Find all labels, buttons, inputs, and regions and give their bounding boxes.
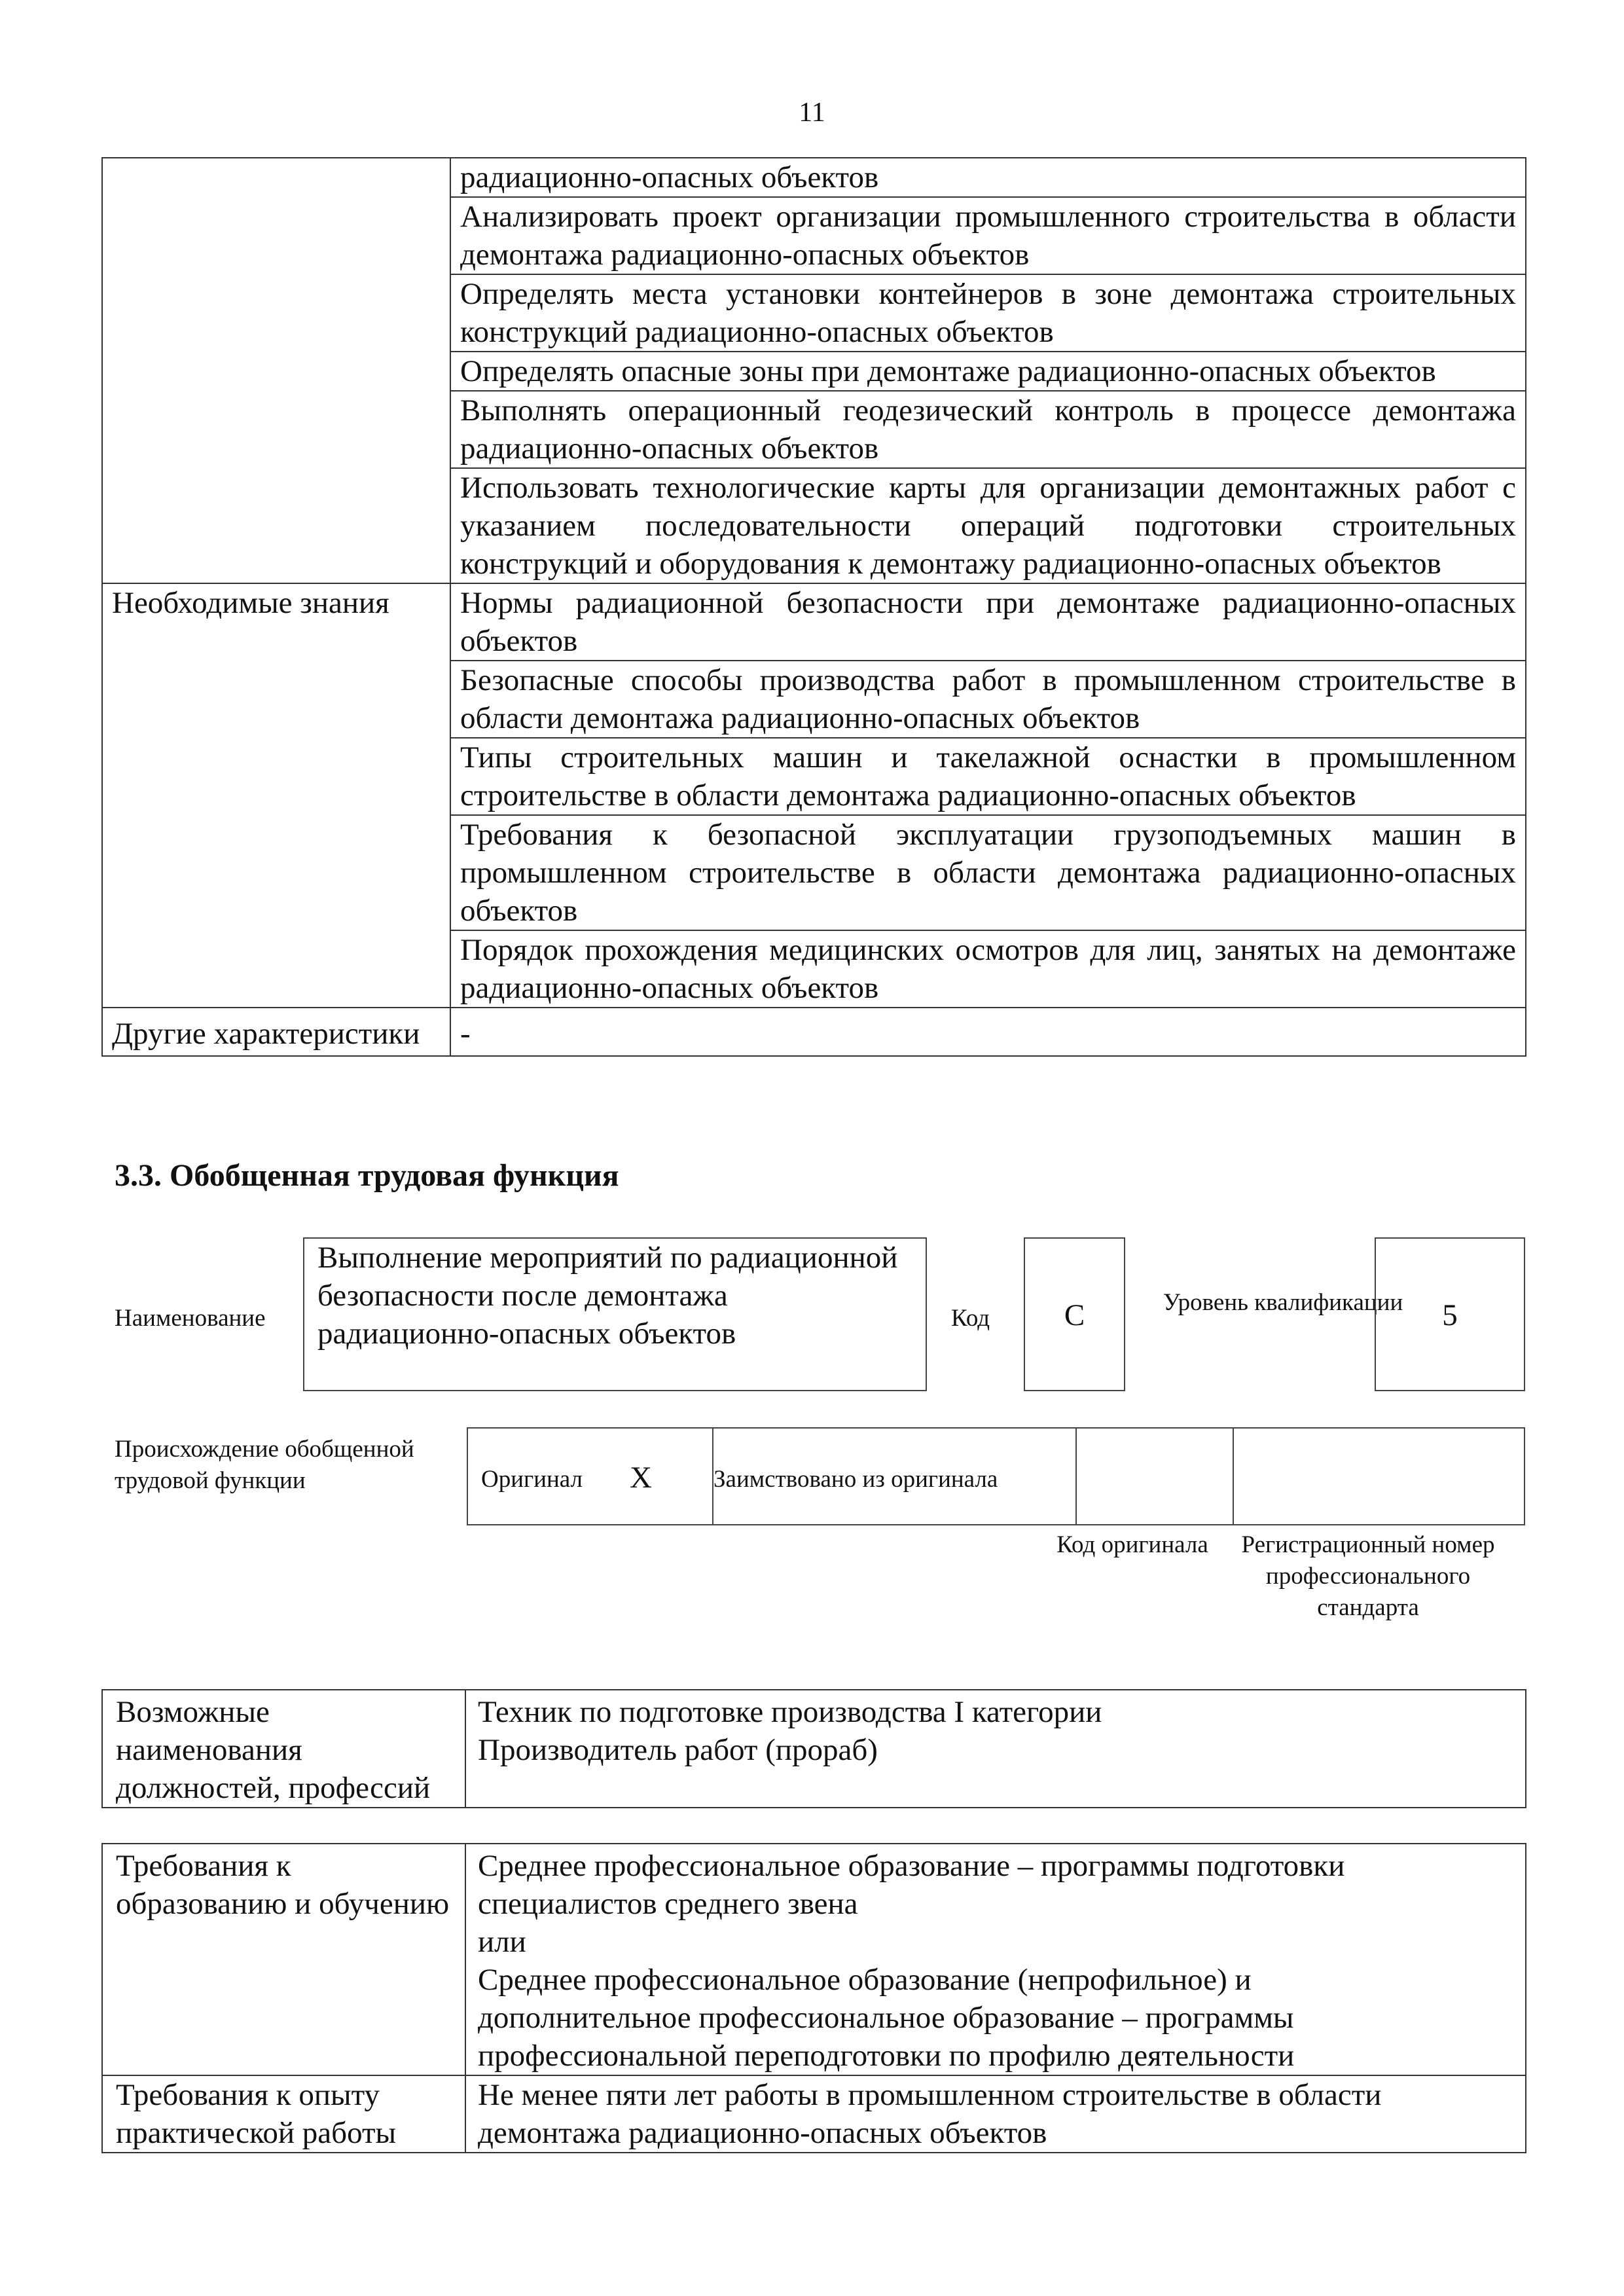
table-row [102, 2075, 1526, 2153]
row-label-knowledge: Необходимые знания [102, 583, 450, 1008]
positions-table [101, 1689, 1526, 1808]
table-cell: Типы строительных машин и такелажной оснастки в промышленном строительстве в области демонтажа радиационно-опасных объектов [450, 738, 1526, 815]
table-row [102, 1008, 1526, 1056]
experience-label: Требования к опыту практической работы [102, 2075, 465, 2153]
borrowed-label: Заимствовано из оригинала [713, 1466, 998, 1493]
requirements-table [101, 1843, 1526, 2153]
table-cell: Порядок прохождения медицинских осмотров для лиц, занятых на демонтаже радиационно-опасных объектов [450, 930, 1526, 1008]
education-label: Требования к образованию и обучению [102, 1844, 465, 2075]
table-cell: Требования к безопасной эксплуатации грузоподъемных машин в промышленном строительстве в области демонтажа радиационно-опасных объектов [450, 815, 1526, 930]
code-original-label: Код оригинала [1056, 1531, 1208, 1558]
education-values [465, 1844, 1526, 2075]
positions-values [465, 1690, 1526, 1808]
experience-values [465, 2075, 1526, 2153]
reg-number-label: Регистрационный номер профессионального стандарта [1241, 1531, 1495, 1621]
education-line: профессиональной переподготовки по профилю деятельности [478, 2039, 1295, 2073]
section-title: 3.3. Обобщенная трудовая функция [115, 1158, 619, 1193]
name-label: Наименование [115, 1305, 266, 1332]
education-line: Среднее профессиональное образование (непрофильное) и [478, 1963, 1252, 1997]
name-value-box [303, 1237, 927, 1391]
table-cell: - [450, 1008, 1526, 1056]
skills-knowledge-table [101, 157, 1526, 1057]
name-value: Выполнение мероприятий по радиационной безопасности после демонтажа радиационно-опасных объектов [317, 1241, 898, 1351]
table-cell: радиационно-опасных объектов [450, 158, 1526, 197]
experience-line: Не менее пяти лет работы в промышленном строительстве в области [478, 2078, 1382, 2112]
origin-label: Происхождение обобщенной трудовой функции [115, 1436, 414, 1494]
table-row [102, 158, 1526, 197]
education-line: Среднее профессиональное образование – программы подготовки [478, 1849, 1345, 1883]
position-item: Техник по подготовке производства I категории [478, 1695, 1102, 1729]
table-cell: Нормы радиационной безопасности при демонтаже радиационно-опасных объектов [450, 583, 1526, 661]
table-cell: Определять опасные зоны при демонтаже радиационно-опасных объектов [450, 352, 1526, 391]
education-line: дополнительное профессиональное образование – программы [478, 2001, 1294, 2035]
table-row [102, 1844, 1526, 2075]
table-cell: Определять места установки контейнеров в зоне демонтажа строительных конструкций радиационно-опасных объектов [450, 274, 1526, 352]
table-cell: Использовать технологические карты для организации демонтажных работ с указанием последовательности операций подготовки строительных конструкций и оборудования к демонтажу радиационно-опасных объектов [450, 468, 1526, 583]
row-label [102, 158, 450, 583]
original-label: Оригинал [481, 1466, 583, 1493]
education-line: или [478, 1925, 526, 1959]
code-label: Код [951, 1305, 990, 1332]
table-cell: Анализировать проект организации промышленного строительства в области демонтажа радиационно-опасных объектов [450, 197, 1526, 274]
level-label: Уровень квалификации [1163, 1289, 1403, 1316]
table-row [102, 1690, 1526, 1808]
position-item: Производитель работ (прораб) [478, 1733, 878, 1767]
table-cell: Безопасные способы производства работ в промышленном строительстве в области демонтажа радиационно-опасных объектов [450, 661, 1526, 738]
level-value: 5 [1375, 1237, 1525, 1391]
experience-line: демонтажа радиационно-опасных объектов [478, 2116, 1047, 2150]
origin-cell-code [1077, 1429, 1234, 1524]
table-row [102, 583, 1526, 661]
positions-label: Возможные наименования должностей, профессий [102, 1690, 465, 1808]
original-mark: X [630, 1461, 652, 1495]
row-label-other: Другие характеристики [102, 1008, 450, 1056]
code-value: C [1024, 1237, 1125, 1391]
page-number: 11 [799, 98, 825, 128]
table-cell: Выполнять операционный геодезический контроль в процессе демонтажа радиационно-опасных объектов [450, 391, 1526, 468]
education-line: специалистов среднего звена [478, 1887, 858, 1921]
